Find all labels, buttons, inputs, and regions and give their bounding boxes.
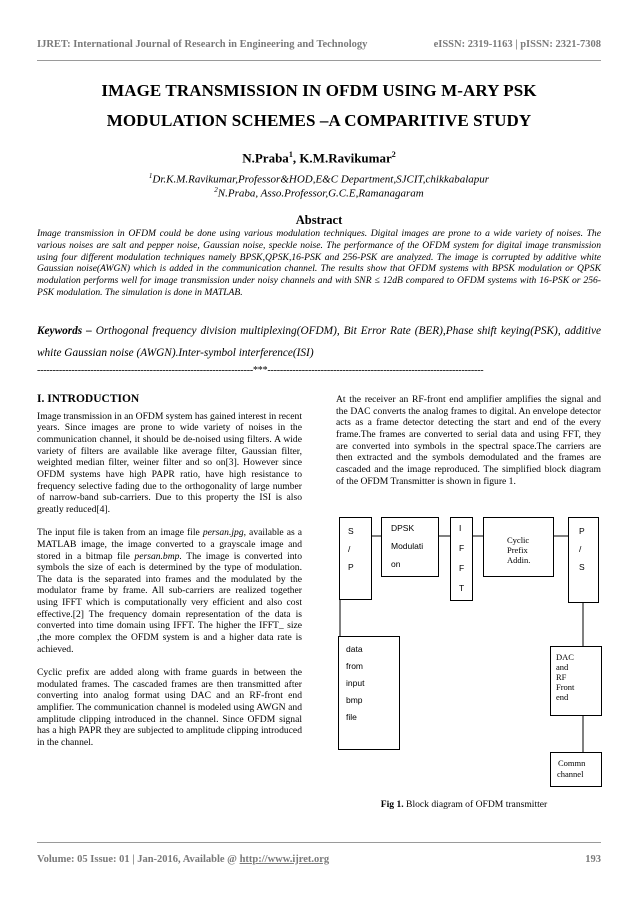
authors: [40, 150, 598, 166]
ps-line-2: /: [579, 544, 582, 554]
dpsk-line-3: on: [391, 559, 401, 569]
block-diagram: [326, 506, 602, 788]
data-line-5: file: [346, 712, 357, 722]
ifft-block: [450, 517, 473, 601]
data-line-2: from: [346, 661, 363, 671]
section-separator: ---------------------------------------------------------------------***---------------------------------------------------------------------: [37, 365, 484, 376]
dpsk-line-2: Modulati: [391, 541, 424, 551]
data-input-block: [338, 636, 400, 750]
figure-label: Fig 1.: [380, 799, 404, 810]
affiliation-1: [40, 172, 598, 186]
journal-name: IJRET: International Journal of Research in Engineering and Technology: [37, 39, 368, 50]
channel-block: [550, 752, 602, 787]
footer-volume-text: Volume: 05 Issue: 01 | Jan-2016, Available @: [37, 854, 240, 865]
sp-line-2: /: [348, 544, 351, 554]
keywords: [37, 320, 601, 364]
author-sep: ,: [292, 150, 300, 166]
footer-rule: [37, 842, 601, 843]
dac-line-1: DAC: [556, 652, 574, 662]
intro-paragraph-1: Image transmission in an OFDM system has gained interest in recent years. Since images are prone to wide variety of noises in the communication channel, it should be de-noised using filters. A wide variety of filters are available like average filter, Gaussian filter, weighted median filter, weiner filter and so on[3]. However since OFDM systems have high PAPR ratio, have high resistance to frequency selective fading due to the orthogonality of large number of narrow-band sub-carriers. Due to this property the ISI is also greatly reduced[4].: [37, 410, 302, 515]
dac-line-4: Front: [556, 682, 575, 692]
issn: eISSN: 2319-1163 | pISSN: 2321-7308: [433, 39, 601, 50]
dac-line-5: end: [556, 692, 569, 702]
page-footer: [37, 854, 601, 868]
data-line-3: input: [346, 678, 365, 688]
ifft-line-3: F: [459, 563, 465, 573]
ifft-line-1: I: [459, 523, 462, 533]
footer-volume: [37, 854, 329, 865]
data-line-4: bmp: [346, 695, 363, 705]
author-1-sup: 1: [288, 150, 293, 159]
author-2-sup: 2: [391, 150, 396, 159]
right-paragraph-1: At the receiver an RF-front end amplifier amplifies the signal and the DAC converts the analog frames to digital. An envelope detector acts as a frame detector detecting the start and end of the every frame.The frames are converted to serial data and using FFT, they are converted into symbols in the spectral space.The carriers are then extracted and the symbols demodulated and the frames are cascaded and the image reproduced. The simplified block diagram of the OFDM Transmitter is shown in figure 1.: [336, 394, 601, 487]
abstract-heading: Abstract: [295, 213, 343, 227]
dpsk-block: [381, 517, 439, 577]
sp-line-3: P: [348, 562, 354, 572]
intro-p2-file-bmp: persan.bmp.: [134, 550, 182, 562]
cyclic-line-1: Cyclic: [507, 535, 530, 545]
sp-line-1: S: [348, 526, 354, 536]
ifft-line-2: F: [459, 543, 465, 553]
data-line-1: data: [346, 644, 363, 654]
sp-block: [339, 517, 372, 600]
section-heading-introduction: I. INTRODUCTION: [37, 393, 140, 405]
intro-p2-e: The image is converted into symbols the size of each is determined by the type of modulation. The data is the separated into frames and the modulated by the modulator frame by frame. All sub-carriers are realized together using IFFT which is computationally very efficient and also cost effective.[2] The frequency domain representation of the data is converted into time domain using IFFT. The higher the IFFT_ size ,the more complex the OFDM system is and a higher data rate is achieved.: [37, 550, 303, 655]
affiliation-2-sup: 2: [214, 186, 218, 194]
abstract-text: Image transmission in OFDM could be done using various modulation techniques. Digital images are prone to a wide variety of noises. The various noises are salt and pepper noise, Gaussian noise, speckle noise. The performance of the OFDM system for digital image transmission using four different modulation techniques namely BPSK,QPSK,16-PSK and 256-PSK are analyzed. The image is corrupted by additive white Gaussian noise(AWGN) which is added in the communication channel. The results show that OFDM systems with BPSK modulation or QPSK modulation performs well for image transmission under noisy channels and with SNR ≤ 12dB compared to OFDM systems with 16-PSK or 256-PSK modulation. The simulation is done in MATLAB.: [37, 228, 601, 298]
header-rule: [37, 60, 601, 61]
dac-line-3: RF: [556, 672, 567, 682]
ps-block: [568, 517, 599, 603]
left-column: [37, 394, 302, 749]
keywords-text: Orthogonal frequency division multiplexing(OFDM), Bit Error Rate (BER),Phase shift keying(PSK), additive white Gaussian noise (AWGN).Inter-symbol interference(ISI): [37, 325, 601, 359]
paper-title-line-2: MODULATION SCHEMES –A COMPARITIVE STUDY: [106, 111, 532, 130]
figure-caption: [326, 799, 602, 810]
intro-p2-c: , available as a MATLAB image, the image converted to a grayscale image and stored in a bitmap file: [37, 527, 302, 562]
affiliation-2: [40, 186, 598, 200]
page-number: 193: [585, 854, 601, 865]
journal-link[interactable]: http://www.ijret.org: [239, 854, 330, 865]
intro-paragraph-3: Cyclic prefix are added along with frame guards in between the modulated frames. The cascaded frames are then transmitted after converting into analog format using DAC and an RF-front end amplifier. The communication channel is modeled using AWGN and amplitude clipping introduced in the channel. Since OFDM signal has a high PAPR they are subjected to amplitude clipping introduced in the channel.: [37, 667, 302, 748]
intro-p2-file-jpg: persan.jpg: [202, 527, 244, 539]
intro-paragraph-2: [37, 527, 302, 655]
dac-line-2: and: [556, 662, 569, 672]
affiliation-2-text: N.Praba, Asso.Professor,G.C.E,Ramanagaram: [217, 187, 424, 200]
ps-line-3: S: [579, 562, 585, 572]
dpsk-line-1: DPSK: [391, 523, 415, 533]
affiliation-1-sup: 1: [148, 172, 153, 180]
paper-title-line-1: IMAGE TRANSMISSION IN OFDM USING M-ARY PSK: [101, 81, 537, 100]
figure-caption-text: Block diagram of OFDM transmitter: [403, 799, 548, 810]
ps-line-1: P: [579, 526, 585, 536]
cyclic-line-2: Prefix: [507, 545, 528, 555]
dac-rf-block: [550, 646, 602, 716]
intro-p2-a: The input file is taken from an image file: [37, 527, 203, 539]
journal-header: [37, 39, 601, 53]
keywords-label: Keywords –: [37, 325, 92, 337]
channel-line-2: channel: [557, 769, 584, 779]
author-1: N.Praba: [242, 150, 289, 166]
affiliation-1-text: Dr.K.M.Ravikumar,Professor&HOD,E&C Department,SJCIT,chikkabalapur: [152, 173, 490, 186]
author-2: K.M.Ravikumar: [299, 150, 392, 166]
cyclic-line-3: Addin.: [507, 555, 531, 565]
right-column: [336, 394, 601, 487]
ifft-line-4: T: [459, 583, 465, 593]
channel-line-1: Commn: [558, 758, 586, 768]
cyclic-prefix-block: [483, 517, 554, 577]
